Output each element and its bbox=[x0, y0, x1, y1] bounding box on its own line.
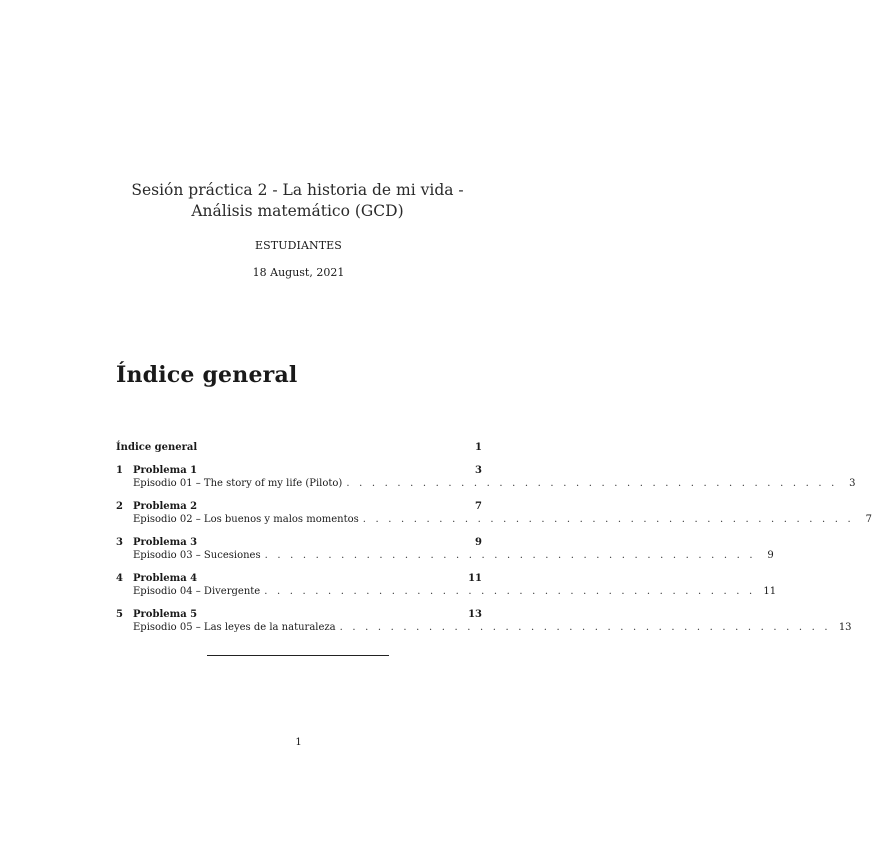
toc-chapter-4[interactable] bbox=[116, 572, 482, 585]
table-of-contents bbox=[116, 441, 872, 634]
horizontal-rule bbox=[207, 655, 389, 656]
toc-chapter-page: 9 bbox=[475, 537, 482, 548]
toc-section-page: 13 bbox=[838, 622, 852, 633]
toc-chapter-title: Problema 3 bbox=[133, 537, 198, 548]
toc-dot-leader: . . . . . . . . . . . . . . . . . . . . . . . . . . . . . . . . . . . . . . . bbox=[362, 514, 854, 525]
toc-section-page: 7 bbox=[865, 514, 872, 525]
toc-chapter-number: 2 bbox=[116, 501, 123, 512]
toc-chapter-title: Problema 5 bbox=[133, 609, 198, 620]
toc-heading: Índice general bbox=[116, 362, 298, 388]
toc-chapter-number: 4 bbox=[116, 573, 123, 584]
toc-section-4[interactable] bbox=[116, 585, 777, 598]
toc-section-5[interactable] bbox=[116, 621, 852, 634]
toc-section-page: 3 bbox=[849, 478, 856, 489]
toc-dot-leader: . . . . . . . . . . . . . . . . . . . . . . . . . . . . . . . . . . . . . . . bbox=[346, 478, 838, 489]
toc-entry-page: 1 bbox=[475, 442, 482, 453]
toc-section-title: Episodio 02 – Los buenos y malos momentos bbox=[133, 514, 359, 525]
toc-dot-leader: . . . . . . . . . . . . . . . . . . . . . . . . . . . . . . . . . . . . . . . bbox=[339, 622, 831, 633]
document-title: Sesión práctica 2 - La historia de mi vida - Análisis matemático (GCD) bbox=[131, 181, 464, 220]
toc-chapter-2[interactable] bbox=[116, 500, 482, 513]
toc-chapter-5[interactable] bbox=[116, 608, 482, 621]
toc-chapter-number: 3 bbox=[116, 537, 123, 548]
toc-entry-index[interactable] bbox=[116, 441, 482, 454]
toc-chapter-page: 7 bbox=[475, 501, 482, 512]
document-authors: ESTUDIANTES bbox=[255, 239, 342, 252]
toc-section-title: Episodio 04 – Divergente bbox=[133, 586, 261, 597]
toc-chapter-title: Problema 1 bbox=[133, 465, 198, 476]
toc-section-title: Episodio 01 – The story of my life (Piloto) bbox=[133, 478, 343, 489]
toc-section-title: Episodio 05 – Las leyes de la naturaleza bbox=[133, 622, 336, 633]
toc-section-1[interactable] bbox=[116, 477, 856, 490]
toc-chapter-title: Problema 2 bbox=[133, 501, 198, 512]
toc-section-2[interactable] bbox=[116, 513, 872, 526]
toc-section-page: 9 bbox=[767, 550, 774, 561]
toc-chapter-3[interactable] bbox=[116, 536, 482, 549]
toc-section-title: Episodio 03 – Sucesiones bbox=[133, 550, 261, 561]
document-date: 18 August, 2021 bbox=[252, 266, 345, 279]
toc-section-3[interactable] bbox=[116, 549, 774, 562]
toc-chapter-number: 1 bbox=[116, 465, 123, 476]
toc-chapter-page: 11 bbox=[468, 573, 482, 584]
toc-entry-title: Índice general bbox=[116, 442, 198, 453]
toc-chapter-page: 3 bbox=[475, 465, 482, 476]
toc-chapter-1[interactable] bbox=[116, 464, 482, 477]
toc-section-page: 11 bbox=[763, 586, 777, 597]
toc-dot-leader: . . . . . . . . . . . . . . . . . . . . . . . . . . . . . . . . . . . . . . . bbox=[264, 586, 756, 597]
page-number: 1 bbox=[295, 737, 302, 748]
toc-chapter-title: Problema 4 bbox=[133, 573, 198, 584]
toc-chapter-page: 13 bbox=[468, 609, 482, 620]
toc-dot-leader: . . . . . . . . . . . . . . . . . . . . . . . . . . . . . . . . . . . . . . . bbox=[264, 550, 756, 561]
toc-chapter-number: 5 bbox=[116, 609, 123, 620]
